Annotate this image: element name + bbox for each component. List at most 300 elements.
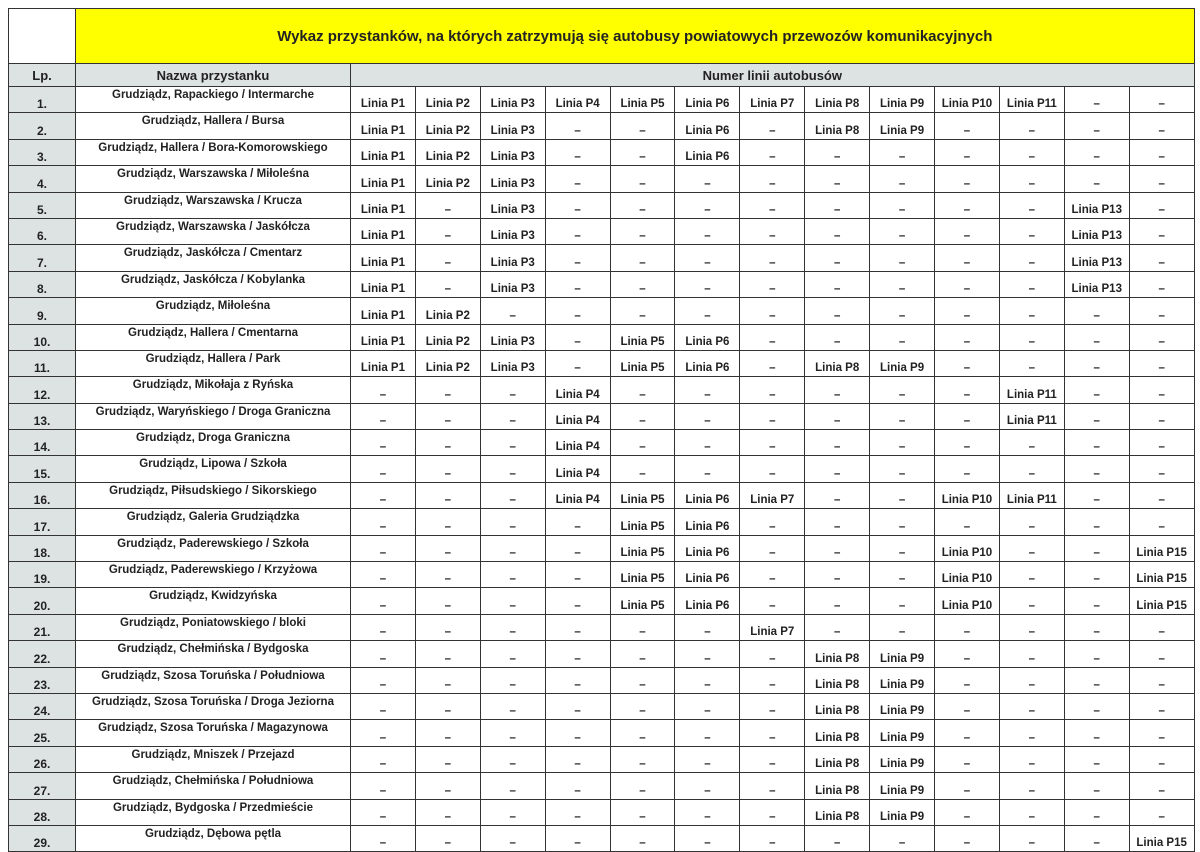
line-cell-p13: – (1064, 693, 1129, 719)
line-cell-p10: – (935, 166, 1000, 192)
line-cell-p7: – (740, 456, 805, 482)
line-cell-p7: – (740, 298, 805, 324)
stop-name: Grudziądz, Jaskółcza / Kobylanka (76, 271, 351, 297)
line-cell-p8: Linia P8 (805, 773, 870, 799)
row-number: 24. (9, 693, 76, 719)
line-cell-p13: – (1064, 456, 1129, 482)
line-cell-p6: – (675, 799, 740, 825)
line-cell-p1: – (351, 825, 416, 851)
row-number: 23. (9, 667, 76, 693)
stop-name: Grudziądz, Jaskółcza / Cmentarz (76, 245, 351, 271)
line-cell-p4: – (545, 562, 610, 588)
line-cell-p11: Linia P11 (999, 377, 1064, 403)
line-cell-p7: – (740, 562, 805, 588)
line-cell-p9: Linia P9 (870, 799, 935, 825)
line-cell-p9: – (870, 403, 935, 429)
stop-name: Grudziądz, Dębowa pętla (76, 825, 351, 851)
line-cell-p7: – (740, 799, 805, 825)
line-cell-p2: – (415, 192, 480, 218)
line-cell-p15: – (1129, 614, 1194, 640)
line-cell-p10: – (935, 324, 1000, 350)
line-cell-p4: – (545, 614, 610, 640)
line-cell-p13: – (1064, 562, 1129, 588)
line-cell-p15: – (1129, 113, 1194, 139)
line-cell-p8: – (805, 192, 870, 218)
line-cell-p1: – (351, 562, 416, 588)
line-cell-p4: – (545, 825, 610, 851)
line-cell-p8: – (805, 139, 870, 165)
line-cell-p6: – (675, 245, 740, 271)
line-cell-p13: – (1064, 720, 1129, 746)
line-cell-p4: – (545, 799, 610, 825)
line-cell-p3: – (480, 825, 545, 851)
line-cell-p5: – (610, 113, 675, 139)
line-cell-p8: Linia P8 (805, 746, 870, 772)
line-cell-p1: – (351, 746, 416, 772)
line-cell-p3: – (480, 641, 545, 667)
row-number: 27. (9, 773, 76, 799)
line-cell-p9: – (870, 298, 935, 324)
line-cell-p3: – (480, 509, 545, 535)
line-cell-p11: – (999, 456, 1064, 482)
line-cell-p9: – (870, 245, 935, 271)
line-cell-p2: – (415, 403, 480, 429)
line-cell-p9: – (870, 166, 935, 192)
corner-cell (9, 9, 76, 64)
line-cell-p15: Linia P15 (1129, 562, 1194, 588)
line-cell-p3: – (480, 298, 545, 324)
line-cell-p7: – (740, 350, 805, 376)
line-cell-p5: Linia P5 (610, 482, 675, 508)
line-cell-p9: – (870, 825, 935, 851)
line-cell-p2: – (415, 245, 480, 271)
line-cell-p2: – (415, 825, 480, 851)
line-cell-p15: Linia P15 (1129, 825, 1194, 851)
line-cell-p13: Linia P13 (1064, 218, 1129, 244)
line-cell-p7: – (740, 509, 805, 535)
table-row (9, 324, 1195, 350)
line-cell-p1: Linia P1 (351, 192, 416, 218)
line-cell-p15: – (1129, 192, 1194, 218)
table-row (9, 245, 1195, 271)
line-cell-p2: Linia P2 (415, 139, 480, 165)
line-cell-p2: – (415, 693, 480, 719)
line-cell-p10: – (935, 350, 1000, 376)
line-cell-p9: – (870, 377, 935, 403)
line-cell-p8: – (805, 377, 870, 403)
line-cell-p13: Linia P13 (1064, 192, 1129, 218)
line-cell-p6: Linia P6 (675, 113, 740, 139)
line-cell-p3: – (480, 720, 545, 746)
line-cell-p4: – (545, 350, 610, 376)
line-cell-p13: – (1064, 350, 1129, 376)
line-cell-p6: – (675, 218, 740, 244)
line-cell-p11: – (999, 350, 1064, 376)
line-cell-p15: – (1129, 350, 1194, 376)
line-cell-p11: Linia P11 (999, 403, 1064, 429)
line-cell-p1: Linia P1 (351, 298, 416, 324)
line-cell-p13: – (1064, 667, 1129, 693)
line-cell-p2: Linia P2 (415, 166, 480, 192)
header-lp: Lp. (9, 64, 76, 87)
line-cell-p3: – (480, 377, 545, 403)
stop-name: Grudziądz, Miłoleśna (76, 298, 351, 324)
line-cell-p11: – (999, 139, 1064, 165)
line-cell-p6: Linia P6 (675, 562, 740, 588)
line-cell-p1: Linia P1 (351, 166, 416, 192)
line-cell-p6: – (675, 430, 740, 456)
line-cell-p4: – (545, 192, 610, 218)
line-cell-p2: – (415, 456, 480, 482)
line-cell-p10: – (935, 641, 1000, 667)
line-cell-p13: – (1064, 113, 1129, 139)
line-cell-p4: – (545, 245, 610, 271)
line-cell-p13: – (1064, 773, 1129, 799)
line-cell-p10: – (935, 456, 1000, 482)
line-cell-p6: – (675, 746, 740, 772)
line-cell-p15: – (1129, 693, 1194, 719)
line-cell-p13: – (1064, 746, 1129, 772)
line-cell-p3: – (480, 482, 545, 508)
line-cell-p5: Linia P5 (610, 562, 675, 588)
row-number: 3. (9, 139, 76, 165)
line-cell-p3: Linia P3 (480, 87, 545, 113)
line-cell-p5: Linia P5 (610, 350, 675, 376)
line-cell-p6: Linia P6 (675, 588, 740, 614)
line-cell-p1: Linia P1 (351, 271, 416, 297)
line-cell-p15: – (1129, 509, 1194, 535)
line-cell-p10: – (935, 799, 1000, 825)
line-cell-p1: Linia P1 (351, 139, 416, 165)
line-cell-p10: – (935, 430, 1000, 456)
row-number: 6. (9, 218, 76, 244)
line-cell-p8: Linia P8 (805, 641, 870, 667)
line-cell-p4: Linia P4 (545, 456, 610, 482)
line-cell-p4: – (545, 271, 610, 297)
line-cell-p4: Linia P4 (545, 87, 610, 113)
table-row (9, 693, 1195, 719)
stop-name: Grudziądz, Mikołaja z Ryńska (76, 377, 351, 403)
line-cell-p15: – (1129, 773, 1194, 799)
line-cell-p10: – (935, 746, 1000, 772)
row-number: 20. (9, 588, 76, 614)
line-cell-p2: Linia P2 (415, 87, 480, 113)
line-cell-p3: – (480, 667, 545, 693)
line-cell-p8: – (805, 166, 870, 192)
stop-name: Grudziądz, Rapackiego / Intermarche (76, 87, 351, 113)
line-cell-p6: – (675, 192, 740, 218)
table-row (9, 377, 1195, 403)
line-cell-p7: – (740, 324, 805, 350)
line-cell-p15: – (1129, 456, 1194, 482)
line-cell-p4: – (545, 720, 610, 746)
line-cell-p6: Linia P6 (675, 324, 740, 350)
line-cell-p8: – (805, 245, 870, 271)
line-cell-p11: – (999, 218, 1064, 244)
line-cell-p1: – (351, 799, 416, 825)
row-number: 29. (9, 825, 76, 851)
line-cell-p8: – (805, 825, 870, 851)
line-cell-p9: – (870, 456, 935, 482)
line-cell-p4: – (545, 139, 610, 165)
line-cell-p3: Linia P3 (480, 113, 545, 139)
line-cell-p15: Linia P15 (1129, 535, 1194, 561)
line-cell-p2: – (415, 773, 480, 799)
line-cell-p15: – (1129, 667, 1194, 693)
line-cell-p5: – (610, 271, 675, 297)
line-cell-p5: – (610, 799, 675, 825)
line-cell-p6: – (675, 825, 740, 851)
line-cell-p6: Linia P6 (675, 87, 740, 113)
row-number: 19. (9, 562, 76, 588)
table-row (9, 746, 1195, 772)
line-cell-p5: Linia P5 (610, 87, 675, 113)
line-cell-p9: – (870, 614, 935, 640)
line-cell-p6: – (675, 377, 740, 403)
line-cell-p9: Linia P9 (870, 87, 935, 113)
line-cell-p5: – (610, 614, 675, 640)
line-cell-p2: – (415, 430, 480, 456)
line-cell-p10: – (935, 614, 1000, 640)
table-row (9, 825, 1195, 851)
line-cell-p2: – (415, 271, 480, 297)
line-cell-p6: – (675, 693, 740, 719)
stop-name: Grudziądz, Szosa Toruńska / Południowa (76, 667, 351, 693)
title-row (9, 9, 1195, 64)
line-cell-p8: Linia P8 (805, 350, 870, 376)
line-cell-p7: – (740, 166, 805, 192)
line-cell-p15: – (1129, 166, 1194, 192)
line-cell-p1: Linia P1 (351, 87, 416, 113)
line-cell-p10: – (935, 271, 1000, 297)
header-stop-name: Nazwa przystanku (76, 64, 351, 87)
line-cell-p1: – (351, 509, 416, 535)
stop-name: Grudziądz, Lipowa / Szkoła (76, 456, 351, 482)
line-cell-p6: Linia P6 (675, 482, 740, 508)
line-cell-p6: – (675, 403, 740, 429)
table-row (9, 641, 1195, 667)
table-row (9, 166, 1195, 192)
line-cell-p11: – (999, 614, 1064, 640)
line-cell-p10: Linia P10 (935, 482, 1000, 508)
line-cell-p3: Linia P3 (480, 324, 545, 350)
line-cell-p11: – (999, 271, 1064, 297)
line-cell-p6: – (675, 720, 740, 746)
line-cell-p11: – (999, 825, 1064, 851)
line-cell-p11: – (999, 773, 1064, 799)
line-cell-p15: – (1129, 298, 1194, 324)
line-cell-p8: – (805, 271, 870, 297)
row-number: 2. (9, 113, 76, 139)
header-row (9, 64, 1195, 87)
line-cell-p9: – (870, 509, 935, 535)
line-cell-p8: Linia P8 (805, 113, 870, 139)
table-row (9, 87, 1195, 113)
line-cell-p5: Linia P5 (610, 535, 675, 561)
line-cell-p15: – (1129, 324, 1194, 350)
line-cell-p9: Linia P9 (870, 773, 935, 799)
line-cell-p10: – (935, 377, 1000, 403)
line-cell-p3: Linia P3 (480, 218, 545, 244)
stop-name: Grudziądz, Waryńskiego / Droga Graniczna (76, 403, 351, 429)
line-cell-p5: Linia P5 (610, 324, 675, 350)
line-cell-p1: – (351, 720, 416, 746)
line-cell-p7: Linia P7 (740, 87, 805, 113)
line-cell-p5: – (610, 403, 675, 429)
line-cell-p10: – (935, 298, 1000, 324)
line-cell-p2: – (415, 720, 480, 746)
row-number: 26. (9, 746, 76, 772)
line-cell-p13: – (1064, 166, 1129, 192)
stop-name: Grudziądz, Warszawska / Miłoleśna (76, 166, 351, 192)
line-cell-p11: – (999, 799, 1064, 825)
line-cell-p6: – (675, 773, 740, 799)
line-cell-p1: Linia P1 (351, 324, 416, 350)
line-cell-p3: Linia P3 (480, 245, 545, 271)
line-cell-p11: – (999, 641, 1064, 667)
line-cell-p5: – (610, 166, 675, 192)
table-row (9, 535, 1195, 561)
line-cell-p1: Linia P1 (351, 350, 416, 376)
line-cell-p15: – (1129, 482, 1194, 508)
table-row (9, 192, 1195, 218)
line-cell-p8: – (805, 456, 870, 482)
table-row (9, 562, 1195, 588)
line-cell-p8: – (805, 430, 870, 456)
line-cell-p5: – (610, 456, 675, 482)
line-cell-p4: – (545, 218, 610, 244)
line-cell-p13: – (1064, 377, 1129, 403)
line-cell-p8: – (805, 403, 870, 429)
line-cell-p3: Linia P3 (480, 350, 545, 376)
line-cell-p10: Linia P10 (935, 562, 1000, 588)
line-cell-p5: Linia P5 (610, 588, 675, 614)
line-cell-p9: Linia P9 (870, 641, 935, 667)
line-cell-p4: – (545, 113, 610, 139)
line-cell-p5: – (610, 825, 675, 851)
line-cell-p6: – (675, 298, 740, 324)
line-cell-p8: Linia P8 (805, 720, 870, 746)
stop-name: Grudziądz, Hallera / Bursa (76, 113, 351, 139)
table-row (9, 403, 1195, 429)
line-cell-p13: – (1064, 509, 1129, 535)
line-cell-p5: – (610, 245, 675, 271)
line-cell-p11: – (999, 166, 1064, 192)
row-number: 4. (9, 166, 76, 192)
line-cell-p13: – (1064, 641, 1129, 667)
line-cell-p8: Linia P8 (805, 667, 870, 693)
row-number: 18. (9, 535, 76, 561)
line-cell-p7: – (740, 588, 805, 614)
stop-name: Grudziądz, Paderewskiego / Krzyżowa (76, 562, 351, 588)
stop-name: Grudziądz, Hallera / Bora-Komorowskiego (76, 139, 351, 165)
line-cell-p10: – (935, 825, 1000, 851)
line-cell-p5: – (610, 139, 675, 165)
line-cell-p7: – (740, 192, 805, 218)
line-cell-p2: – (415, 377, 480, 403)
line-cell-p8: – (805, 218, 870, 244)
line-cell-p11: – (999, 588, 1064, 614)
line-cell-p5: – (610, 218, 675, 244)
table-row (9, 271, 1195, 297)
line-cell-p11: – (999, 693, 1064, 719)
line-cell-p7: – (740, 430, 805, 456)
line-cell-p2: – (415, 641, 480, 667)
line-cell-p7: – (740, 746, 805, 772)
line-cell-p5: – (610, 430, 675, 456)
line-cell-p2: – (415, 562, 480, 588)
line-cell-p1: Linia P1 (351, 218, 416, 244)
line-cell-p8: – (805, 298, 870, 324)
line-cell-p3: Linia P3 (480, 271, 545, 297)
line-cell-p3: Linia P3 (480, 166, 545, 192)
line-cell-p10: – (935, 509, 1000, 535)
line-cell-p2: Linia P2 (415, 298, 480, 324)
line-cell-p2: Linia P2 (415, 350, 480, 376)
line-cell-p7: – (740, 641, 805, 667)
line-cell-p1: – (351, 773, 416, 799)
line-cell-p15: – (1129, 377, 1194, 403)
line-cell-p8: Linia P8 (805, 87, 870, 113)
line-cell-p4: – (545, 693, 610, 719)
row-number: 11. (9, 350, 76, 376)
line-cell-p7: – (740, 245, 805, 271)
line-cell-p10: – (935, 667, 1000, 693)
table-row (9, 482, 1195, 508)
line-cell-p7: Linia P7 (740, 482, 805, 508)
table-row (9, 218, 1195, 244)
line-cell-p1: – (351, 377, 416, 403)
line-cell-p15: – (1129, 746, 1194, 772)
line-cell-p11: – (999, 667, 1064, 693)
line-cell-p1: – (351, 667, 416, 693)
line-cell-p4: – (545, 773, 610, 799)
table-row (9, 667, 1195, 693)
table-row (9, 773, 1195, 799)
stop-name: Grudziądz, Galeria Grudziądzka (76, 509, 351, 535)
line-cell-p9: – (870, 324, 935, 350)
line-cell-p4: – (545, 588, 610, 614)
line-cell-p6: – (675, 456, 740, 482)
line-cell-p3: – (480, 746, 545, 772)
line-cell-p1: Linia P1 (351, 245, 416, 271)
row-number: 10. (9, 324, 76, 350)
table-row (9, 456, 1195, 482)
line-cell-p8: – (805, 562, 870, 588)
line-cell-p6: Linia P6 (675, 509, 740, 535)
stop-name: Grudziądz, Droga Graniczna (76, 430, 351, 456)
line-cell-p8: – (805, 588, 870, 614)
line-cell-p2: – (415, 588, 480, 614)
line-cell-p3: Linia P3 (480, 192, 545, 218)
line-cell-p2: – (415, 535, 480, 561)
row-number: 13. (9, 403, 76, 429)
line-cell-p4: Linia P4 (545, 403, 610, 429)
line-cell-p2: – (415, 482, 480, 508)
line-cell-p5: – (610, 298, 675, 324)
line-cell-p11: – (999, 192, 1064, 218)
line-cell-p11: – (999, 113, 1064, 139)
line-cell-p2: – (415, 799, 480, 825)
table-row (9, 720, 1195, 746)
table-row (9, 298, 1195, 324)
line-cell-p6: – (675, 667, 740, 693)
line-cell-p7: – (740, 271, 805, 297)
row-number: 9. (9, 298, 76, 324)
line-cell-p8: – (805, 509, 870, 535)
stop-name: Grudziądz, Piłsudskiego / Sikorskiego (76, 482, 351, 508)
line-cell-p1: – (351, 693, 416, 719)
